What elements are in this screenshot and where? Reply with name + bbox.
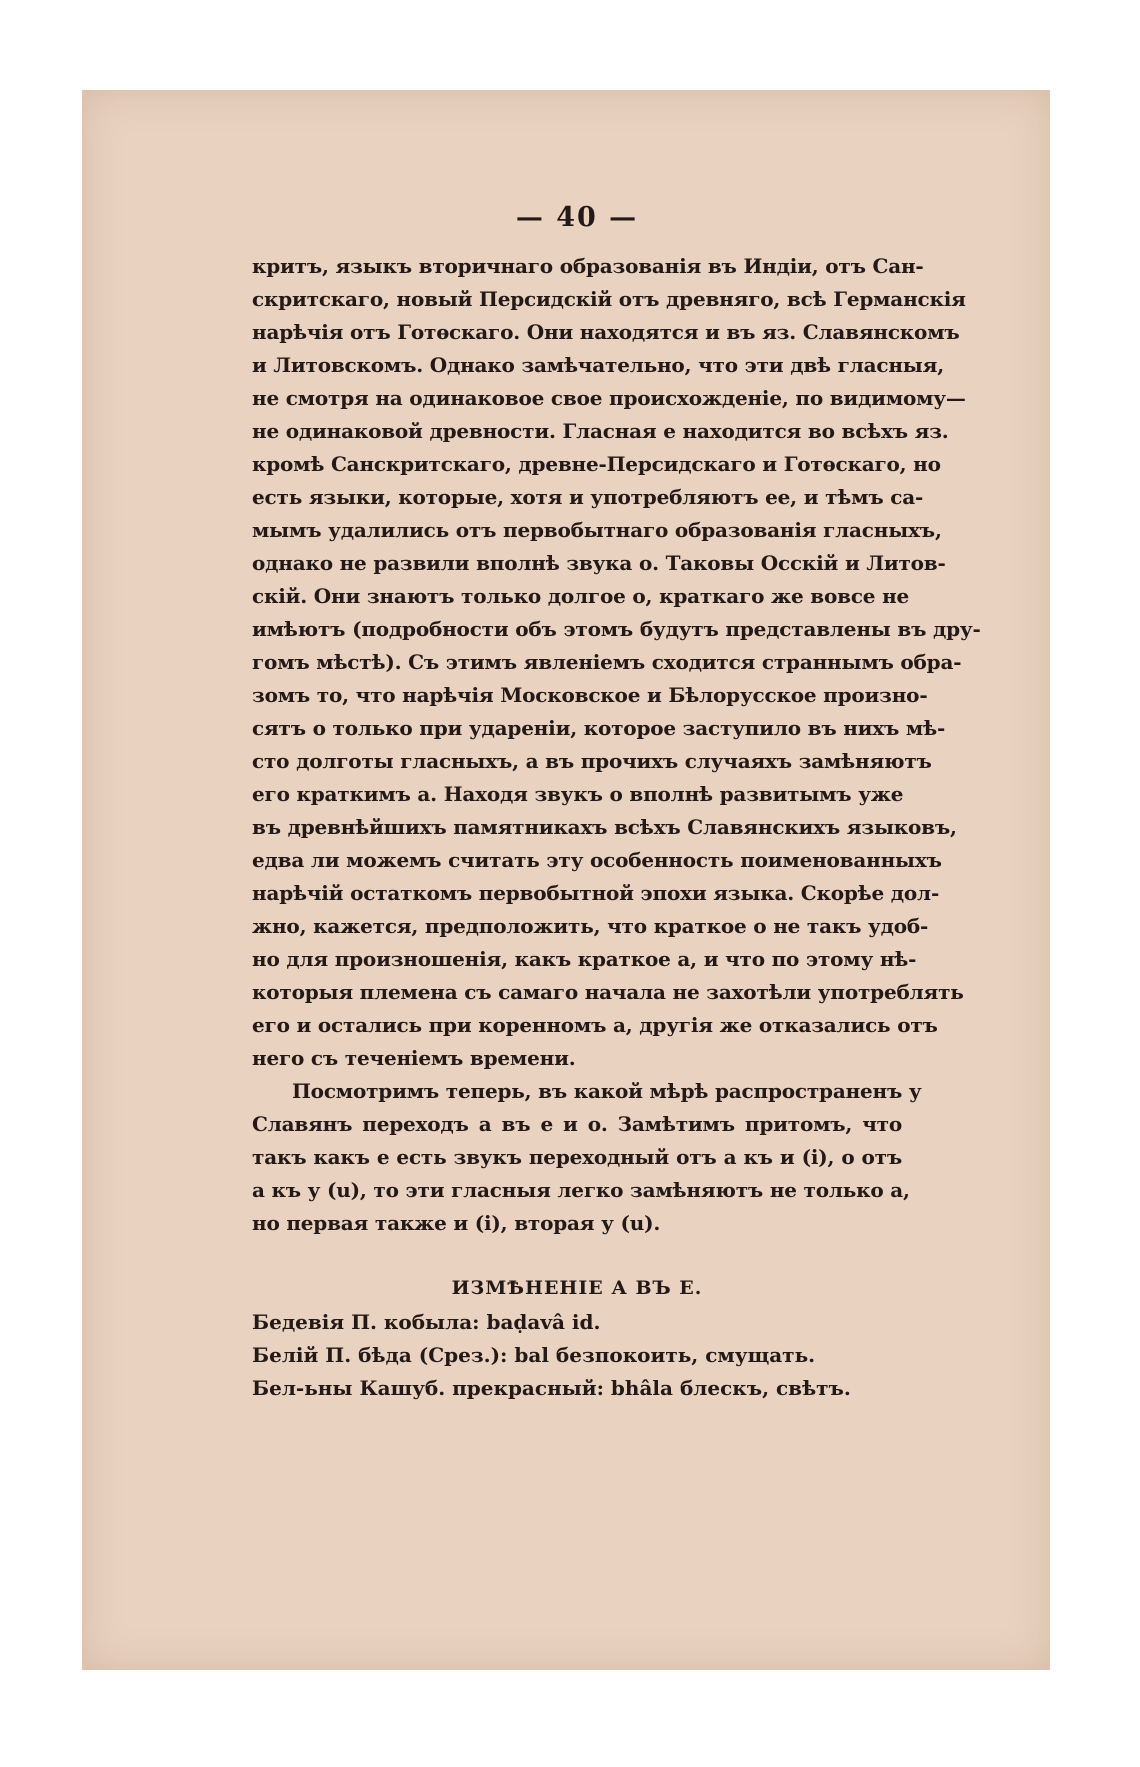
text-line: и Литовскомъ. Однако замѣчательно, что эти двѣ гласныя, xyxy=(252,353,944,377)
text-line: есть языки, которые, хотя и употребляютъ ее, и тѣмъ са- xyxy=(252,485,924,509)
dictionary-entry: Бедевія П. кобыла: baḍavâ id. xyxy=(252,1310,601,1334)
text-line: скритскаго, новый Персидскій отъ древняго, всѣ Германскія xyxy=(252,287,966,311)
text-line: въ древнѣйшихъ памятникахъ всѣхъ Славянскихъ языковъ, xyxy=(252,815,957,839)
text-line: а къ у (u), то эти гласныя легко замѣняютъ не только а, xyxy=(252,1178,910,1202)
text-line: критъ, языкъ вторичнаго образованія въ Индіи, отъ Сан- xyxy=(252,254,924,278)
entry-list xyxy=(252,1306,902,1405)
text-line: зомъ то, что нарѣчія Московское и Бѣлорусское произно- xyxy=(252,683,928,707)
dictionary-entry: Бел-ьны Кашуб. прекрасный: bhâla блескъ, свѣтъ. xyxy=(252,1376,851,1400)
text-line: гомъ мѣстѣ). Съ этимъ явленіемъ сходится страннымъ обра- xyxy=(252,650,962,674)
text-line: скій. Они знаютъ только долгое о, краткаго же вовсе не xyxy=(252,584,910,608)
book-page xyxy=(82,90,1050,1670)
dictionary-entry: Белій П. бѣда (Срез.): bal безпокоить, смущать. xyxy=(252,1343,816,1367)
text-line: едва ли можемъ считать эту особенность поименованныхъ xyxy=(252,848,942,872)
text-line: не одинаковой древности. Гласная е находится во всѣхъ яз. xyxy=(252,419,949,443)
paragraph-1 xyxy=(252,250,981,1075)
text-line: не смотря на одинаковое свое происхожденіе, по видимому— xyxy=(252,386,966,410)
text-line: которыя племена съ самаго начала не захотѣли употреблять xyxy=(252,980,964,1004)
text-line: жно, кажется, предположить, что краткое о не такъ удоб- xyxy=(252,914,929,938)
text-line: такъ какъ е есть звукъ переходный отъ а къ и (і), о отъ xyxy=(252,1145,902,1169)
text-line: нарѣчія отъ Готѳскаго. Они находятся и въ яз. Славянскомъ xyxy=(252,320,960,344)
text-line: но первая также и (і), вторая у (u). xyxy=(252,1211,661,1235)
text-line: имѣютъ (подробности объ этомъ будутъ представлены въ дру- xyxy=(252,617,981,641)
text-line: нарѣчій остаткомъ первобытной эпохи языка. Скорѣе дол- xyxy=(252,881,940,905)
paragraph-2 xyxy=(252,1075,922,1240)
text-line: его и остались при коренномъ а, другія же отказались отъ xyxy=(252,1013,938,1037)
text-block xyxy=(252,200,981,1405)
text-line: кромѣ Санскритскаго, древне-Персидскаго и Готѳскаго, но xyxy=(252,452,941,476)
text-line: сто долготы гласныхъ, а въ прочихъ случаяхъ замѣняютъ xyxy=(252,749,932,773)
section-heading: ИЗМѢНЕНІЕ А ВЪ Е. xyxy=(451,1277,703,1299)
text-line: его краткимъ а. Находя звукъ о вполнѣ развитымъ уже xyxy=(252,782,904,806)
text-line: Посмотримъ теперь, въ какой мѣрѣ распространенъ у xyxy=(292,1079,922,1103)
text-line: но для произношенія, какъ краткое а, и что по этому нѣ- xyxy=(252,947,917,971)
text-line: однако не развили вполнѣ звука о. Таковы Осскій и Литов- xyxy=(252,551,946,575)
text-line: него съ теченіемъ времени. xyxy=(252,1046,576,1070)
text-line: мымъ удалились отъ первобытнаго образованія гласныхъ, xyxy=(252,518,942,542)
text-line: Славянъ переходъ а въ е и о. Замѣтимъ притомъ, что xyxy=(252,1112,902,1136)
text-line: сятъ о только при удареніи, которое заступило въ нихъ мѣ- xyxy=(252,716,946,740)
page-number: — 40 — xyxy=(515,202,639,233)
